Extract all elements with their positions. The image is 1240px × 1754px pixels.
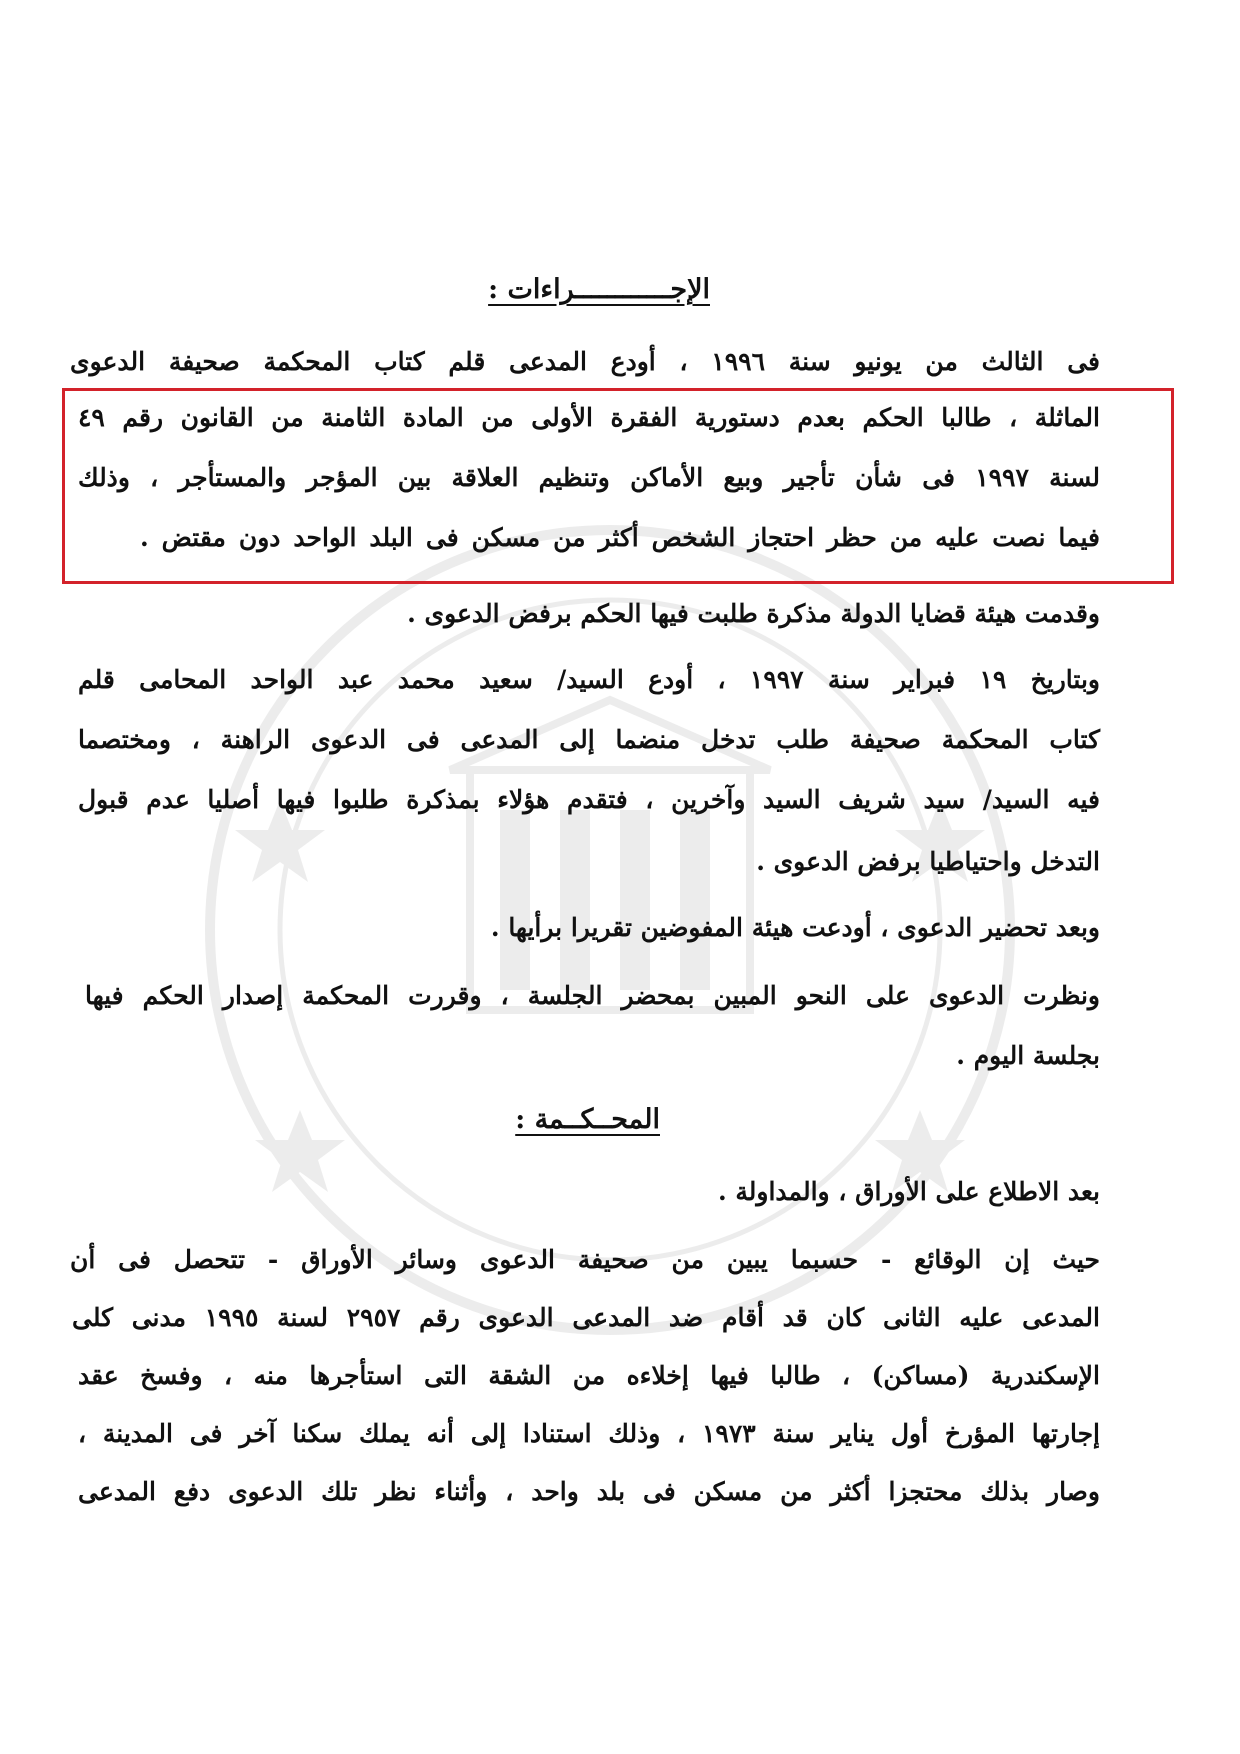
paragraph-line: الماثلة ، طالبا الحكم بعدم دستورية الفقرة الأولى من المادة الثامنة من القانون رقم ٤٩ — [78, 403, 1100, 432]
paragraph-line: لسنة ١٩٩٧ فى شأن تأجير وبيع الأماكن وتنظيم العلاقة بين المؤجر والمستأجر ، وذلك — [78, 463, 1100, 492]
paragraph-line: حيث إن الوقائع - حسبما يبين من صحيفة الدعوى وسائر الأوراق - تتحصل فى أن — [70, 1245, 1100, 1274]
highlight-box — [62, 388, 1174, 584]
paragraph-line: وبعد تحضير الدعوى ، أودعت هيئة المفوضين تقريرا برأيها . — [490, 913, 1100, 942]
court-heading: المحــكــمة : — [515, 1104, 660, 1135]
paragraph-line: وقدمت هيئة قضايا الدولة مذكرة طلبت فيها الحكم برفض الدعوى . — [407, 599, 1100, 628]
procedures-heading: الإجــــــــــــراءات : — [488, 274, 710, 305]
paragraph-line: كتاب المحكمة صحيفة طلب تدخل منضما إلى المدعى فى الدعوى الراهنة ، ومختصما — [78, 725, 1100, 754]
paragraph-line: المدعى عليه الثانى كان قد أقام ضد المدعى الدعوى رقم ٢٩٥٧ لسنة ١٩٩٥ مدنى كلى — [72, 1303, 1100, 1332]
paragraph-line: بجلسة اليوم . — [956, 1041, 1100, 1070]
paragraph-line: وبتاريخ ١٩ فبراير سنة ١٩٩٧ ، أودع السيد/ سعيد محمد عبد الواحد المحامى قلم — [78, 665, 1100, 694]
paragraph-line: ونظرت الدعوى على النحو المبين بمحضر الجلسة ، وقررت المحكمة إصدار الحكم فيها — [85, 981, 1100, 1010]
paragraph-line: فى الثالث من يونيو سنة ١٩٩٦ ، أودع المدعى قلم كتاب المحكمة صحيفة الدعوى — [70, 347, 1101, 376]
paragraph-line: بعد الاطلاع على الأوراق ، والمداولة . — [717, 1177, 1100, 1206]
paragraph-line: فيما نصت عليه من حظر احتجاز الشخص أكثر من مسكن فى البلد الواحد دون مقتض . — [140, 523, 1100, 552]
paragraph-line: الإسكندرية (مساكن) ، طالبا فيها إخلاءه من الشقة التى استأجرها منه ، وفسخ عقد — [78, 1361, 1100, 1390]
paragraph-line: التدخل واحتياطيا برفض الدعوى . — [756, 847, 1100, 876]
paragraph-line: وصار بذلك محتجزا أكثر من مسكن فى بلد واحد ، وأثناء نظر تلك الدعوى دفع المدعى — [78, 1477, 1100, 1506]
paragraph-line: إجارتها المؤرخ أول يناير سنة ١٩٧٣ ، وذلك استنادا إلى أنه يملك سكنا آخر فى المدينة ، — [78, 1419, 1100, 1448]
paragraph-line: فيه السيد/ سيد شريف السيد وآخرين ، فتقدم هؤلاء بمذكرة طلبوا فيها أصليا عدم قبول — [78, 785, 1100, 814]
